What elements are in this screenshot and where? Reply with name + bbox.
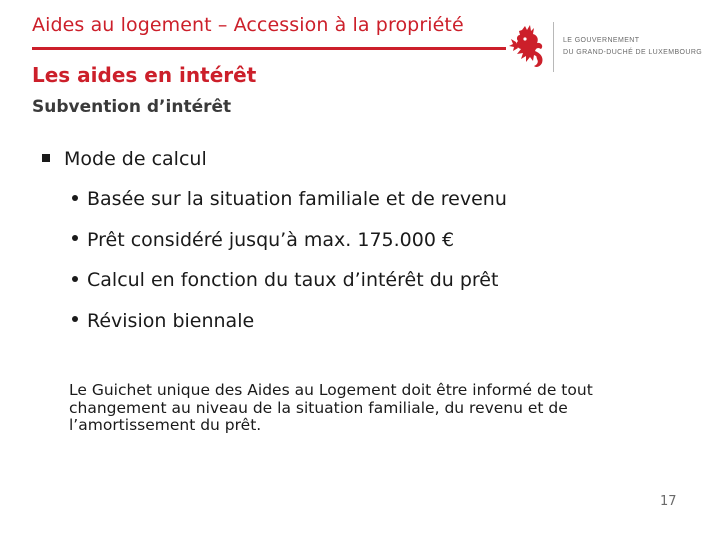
bullet-dot-icon <box>72 276 78 282</box>
bullet-level1 <box>42 148 207 170</box>
slide-title: Les aides en intérêt <box>32 63 257 87</box>
square-bullet-icon <box>42 154 50 162</box>
government-logo <box>508 22 708 74</box>
note-text: Le Guichet unique des Aides au Logement doit être informé de tout changement au niveau de la situation familiale, du revenu et de l’amortissement du prêt. <box>69 381 593 434</box>
bullet-dot-icon <box>72 316 78 322</box>
government-name-line2: DU GRAND-DUCHÉ DE LUXEMBOURG <box>563 49 703 56</box>
bullet-item <box>72 310 507 351</box>
header-title: Aides au logement – Accession à la propriété <box>32 14 464 36</box>
bullet-dot-icon <box>72 195 78 201</box>
logo-divider <box>553 22 554 72</box>
bullet-item-text: Basée sur la situation familiale et de revenu <box>87 188 507 210</box>
bullet-level1-text: Mode de calcul <box>64 148 207 170</box>
bullet-item-text: Prêt considéré jusqu’à max. 175.000 € <box>87 228 455 251</box>
bullet-item-text: Calcul en fonction du taux d’intérêt du prêt <box>87 269 499 291</box>
header-rule <box>32 47 506 50</box>
bullet-item-text: Révision biennale <box>87 309 255 332</box>
bullet-list <box>72 188 507 350</box>
bullet-item <box>72 269 507 310</box>
bullet-dot-icon <box>72 235 78 241</box>
slide-subtitle: Subvention d’intérêt <box>32 97 232 117</box>
bullet-item <box>72 229 507 270</box>
bullet-item <box>72 188 507 229</box>
government-name-line1: LE GOUVERNEMENT <box>563 37 640 44</box>
lion-icon <box>508 24 548 70</box>
page-number: 17 <box>660 494 677 509</box>
